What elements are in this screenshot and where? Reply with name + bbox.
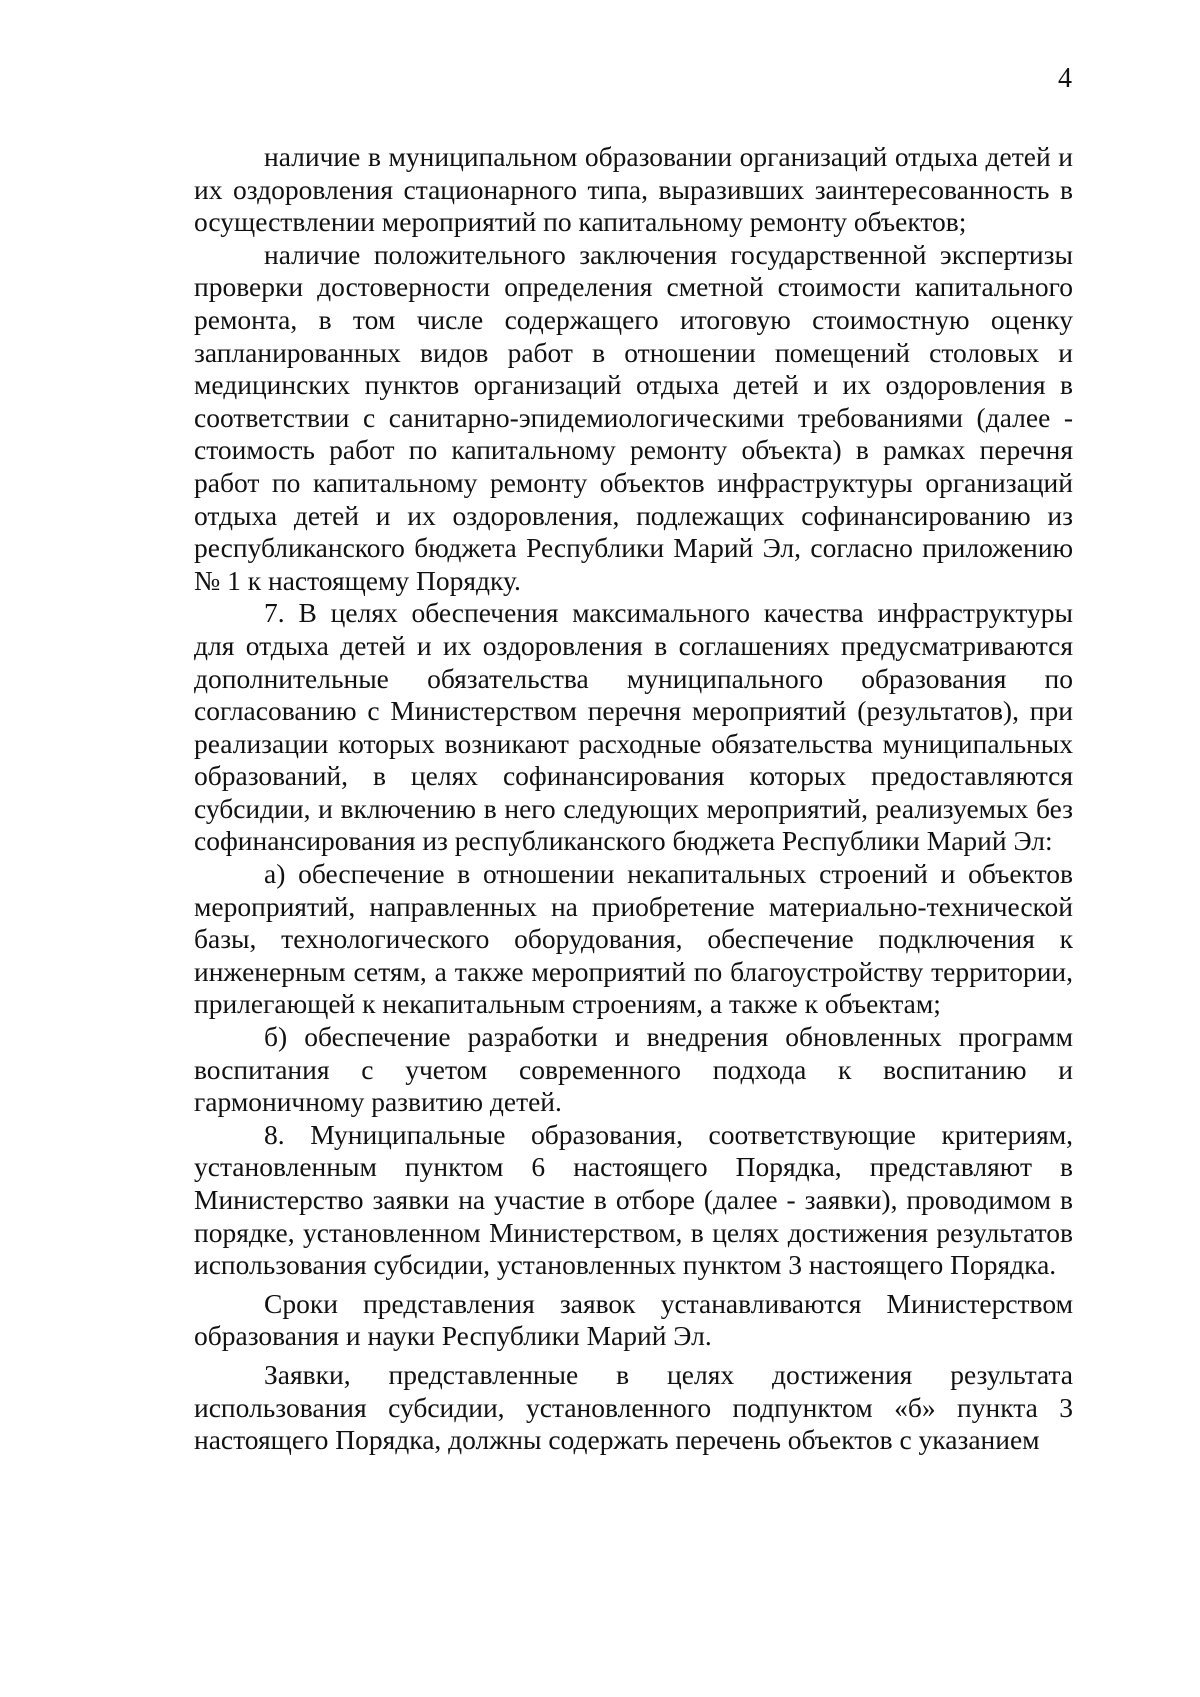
page-number: 4 xyxy=(1058,63,1072,94)
paragraph-subitem-b: б) обеспечение разработки и внедрения обновленных программ воспитания с учетом современного подхода к воспитанию и гармоничному развитию детей. xyxy=(194,1021,1073,1118)
paragraph-deadlines: Сроки представления заявок устанавливаются Министерством образования и науки Республики Марий Эл. xyxy=(194,1287,1073,1352)
paragraph-item-8: 8. Муниципальные образования, соответствующие критериям, установленным пунктом 6 настоящего Порядка, представляют в Министерство заявки на участие в отборе (далее - заявки), проводимом в порядке, установленном Министерством, в целях достижения результатов использования субсидии, установленных пунктом 3 настоящего Порядка. xyxy=(194,1118,1073,1281)
paragraph-item-7: 7. В целях обеспечения максимального качества инфраструктуры для отдыха детей и их оздоровления в соглашениях предусматриваются дополнительные обязательства муниципального образования по согласованию с Министерством перечня мероприятий (результатов), при реализации которых возникают расходные обязательства муниципальных образований, в целях софинансирования которых предоставляются субсидии, и включению в него следующих мероприятий, реализуемых без софинансирования из республиканского бюджета Республики Марий Эл: xyxy=(194,597,1073,857)
paragraph-criterion-expertise: наличие положительного заключения государственной экспертизы проверки достоверности определения сметной стоимости капитального ремонта, в том числе содержащего итоговую стоимостную оценку запланированных видов работ в отношении помещений столовых и медицинских пунктов организаций отдыха детей и их оздоровления в соответствии с санитарно-эпидемиологическими требованиями (далее - стоимость работ по капитальному ремонту объекта) в рамках перечня работ по капитальному ремонту объектов инфраструктуры организаций отдыха детей и их оздоровления, подлежащих софинансированию из республиканского бюджета Республики Марий Эл, согласно приложению № 1 к настоящему Порядку. xyxy=(194,238,1073,596)
paragraph-subitem-a: а) обеспечение в отношении некапитальных строений и объектов мероприятий, направленных на приобретение материально-технической базы, технологического оборудования, обеспечение подключения к инженерным сетям, а также мероприятий по благоустройству территории, прилегающей к некапитальным строениям, а также к объектам; xyxy=(194,858,1073,1020)
paragraph-criterion-organizations: наличие в муниципальном образовании организаций отдыха детей и их оздоровления стационарного типа, выразивших заинтересованность в осуществлении мероприятий по капитальному ремонту объектов; xyxy=(194,141,1073,238)
paragraph-applications: Заявки, представленные в целях достижения результата использования субсидии, установленного подпунктом «б» пункта 3 настоящего Порядка, должны содержать перечень объектов с указанием xyxy=(194,1358,1073,1456)
document-body xyxy=(194,141,1073,1457)
